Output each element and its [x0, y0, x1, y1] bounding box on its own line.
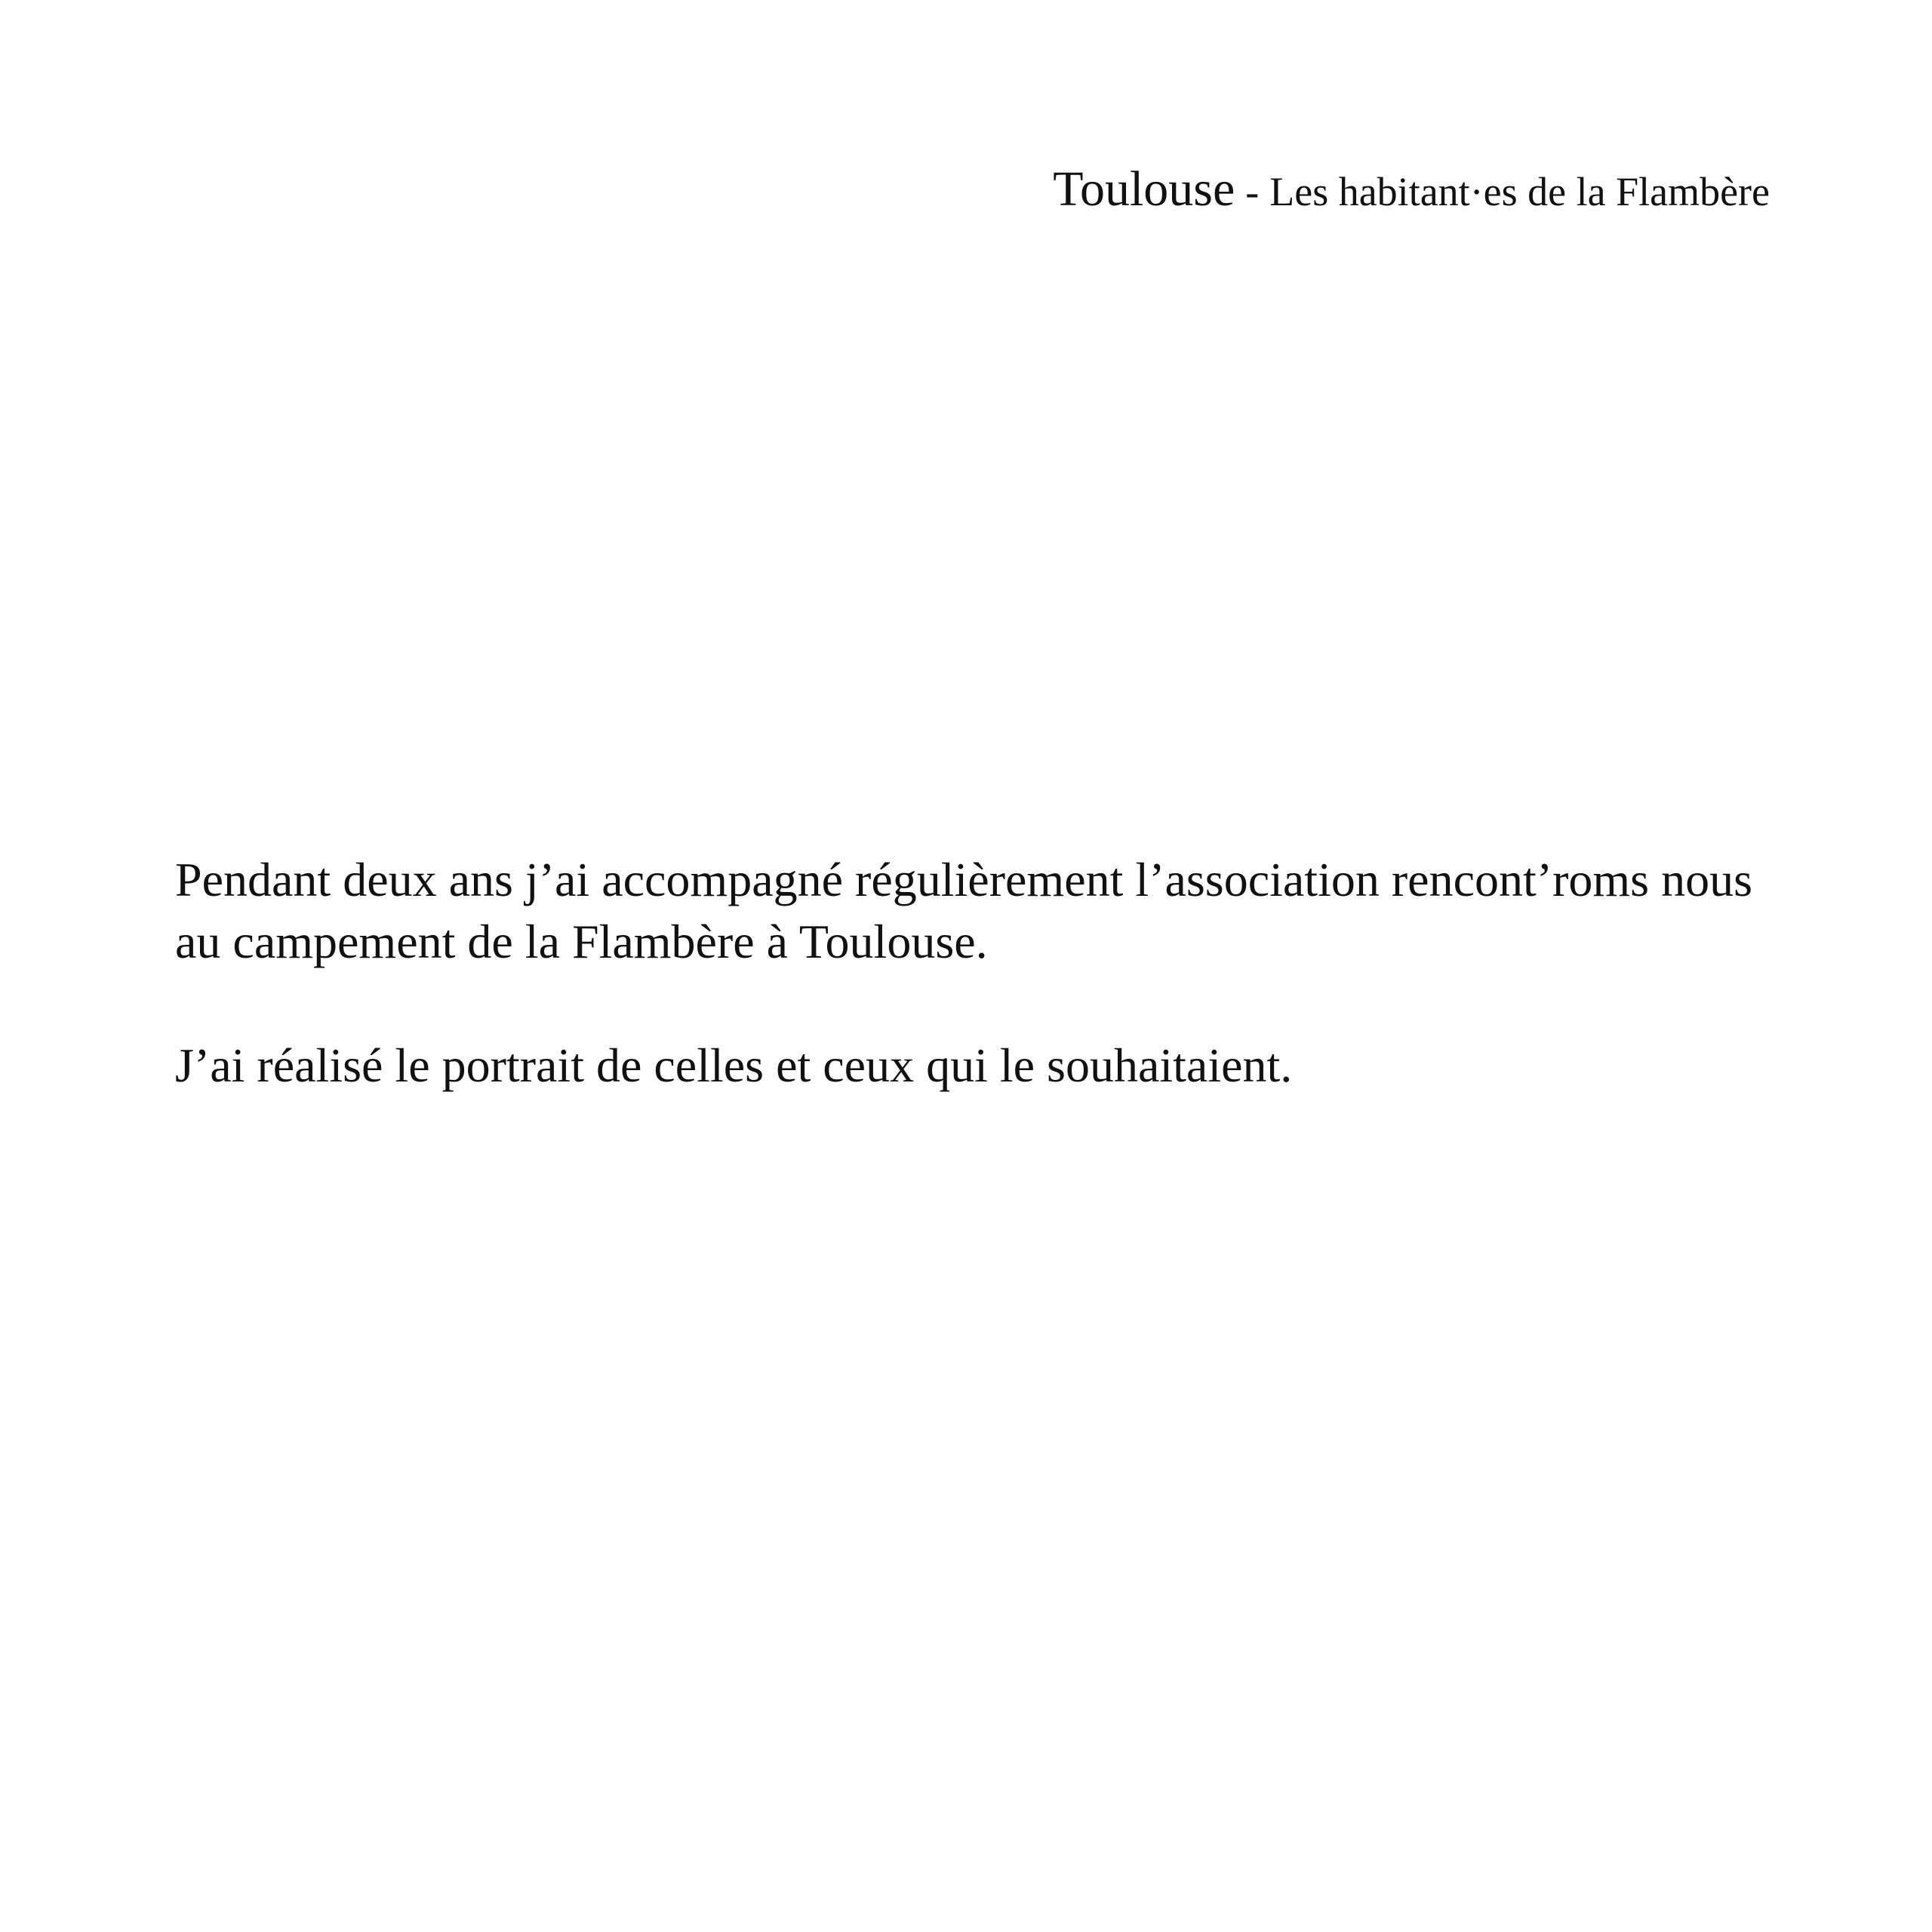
page-header — [1053, 162, 1770, 217]
intro-paragraph-2: J’ai réalisé le portrait de celles et ceux qui le souhaitaient. — [175, 1038, 1293, 1092]
intro-paragraph-1: Pendant deux ans j’ai accompagné régulièrement l’association rencont’roms nous au campement de la Flambère à Toulouse. — [175, 853, 1752, 968]
header-separator: - — [1245, 169, 1260, 214]
header-place: Toulouse — [1053, 162, 1235, 217]
intro-text — [175, 849, 1775, 1097]
header-subtitle: Les habitant·es de la Flambère — [1269, 169, 1770, 214]
